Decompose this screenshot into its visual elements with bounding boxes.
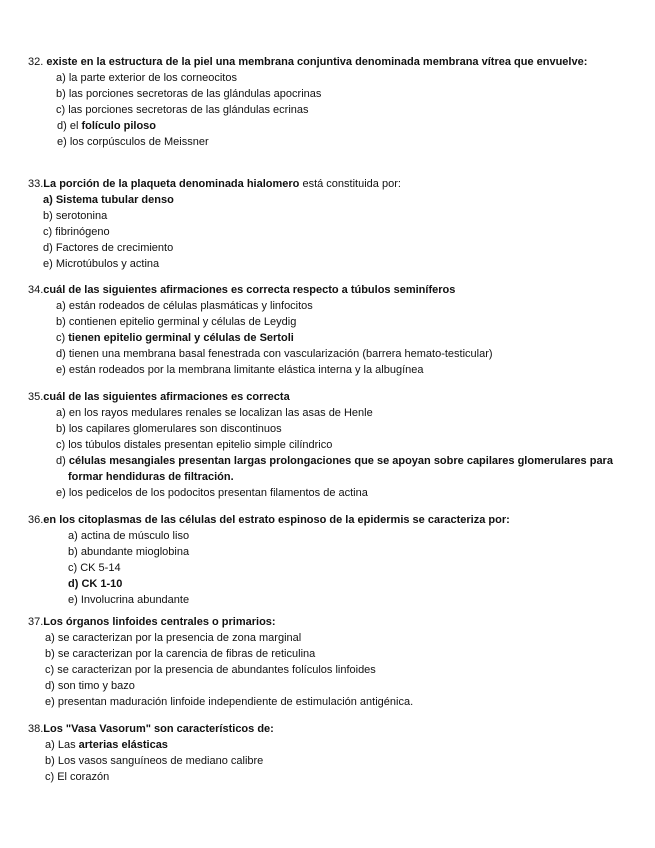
option-a: a) en los rayos medulares renales se localizan las asas de Henle — [56, 407, 373, 419]
option-c: c) tienen epitelio germinal y células de Sertoli — [56, 332, 294, 344]
option-e: e) los corpúsculos de Meissner — [57, 136, 209, 148]
option-a: a) Las arterias elásticas — [45, 739, 168, 751]
option-a: a) están rodeados de células plasmáticas y linfocitos — [56, 300, 313, 312]
option-a: a) se caracterizan por la presencia de zona marginal — [45, 632, 302, 644]
option-c: c) CK 5-14 — [68, 562, 121, 574]
question-stem: 32. existe en la estructura de la piel una membrana conjuntiva denominada membrana vítrea que envuelve: — [28, 56, 588, 68]
option-b: b) serotonina — [43, 210, 108, 222]
question-37 — [28, 614, 625, 710]
option-d: d) células mesangiales presentan largas prolongaciones que se apoyan sobre capilares glomerulares para formar hendiduras de filtración. — [56, 455, 613, 483]
option-e: e) los pedicelos de los podocitos presentan filamentos de actina — [56, 487, 368, 499]
question-stem: 36.en los citoplasmas de las células del estrato espinoso de la epidermis se caracteriza por: — [28, 514, 510, 526]
option-b: b) las porciones secretoras de las glándulas apocrinas — [56, 88, 322, 100]
question-stem: 35.cuál de las siguientes afirmaciones es correcta — [28, 391, 290, 403]
question-stem: 37.Los órganos linfoides centrales o primarios: — [28, 616, 276, 628]
question-stem: 38.Los "Vasa Vasorum" son característicos de: — [28, 723, 274, 735]
option-a: a) Sistema tubular denso — [43, 194, 174, 206]
option-b: b) Los vasos sanguíneos de mediano calibre — [45, 755, 264, 767]
option-a: a) la parte exterior de los corneocitos — [56, 72, 237, 84]
option-b: b) se caracterizan por la carencia de fibras de reticulina — [45, 648, 316, 660]
question-34 — [28, 282, 625, 378]
option-a: a) actina de músculo liso — [68, 530, 190, 542]
question-38 — [28, 721, 625, 785]
option-c: c) las porciones secretoras de las glándulas ecrinas — [56, 104, 309, 116]
option-d: d) son timo y bazo — [45, 680, 135, 692]
option-d: d) Factores de crecimiento — [43, 242, 174, 254]
question-36 — [28, 512, 625, 608]
option-d: d) tienen una membrana basal fenestrada con vascularización (barrera hemato-testicular) — [56, 348, 493, 360]
option-c: c) los túbulos distales presentan epitelio simple cilíndrico — [56, 439, 333, 451]
option-c: c) El corazón — [45, 771, 110, 783]
option-c: c) fibrinógeno — [43, 226, 110, 238]
option-b: b) abundante mioglobina — [68, 546, 190, 558]
option-b: b) los capilares glomerulares son discontinuos — [56, 423, 282, 435]
question-35 — [28, 389, 625, 501]
option-e: e) presentan maduración linfoide independiente de estimulación antigénica. — [45, 696, 414, 708]
option-d: d) el folículo piloso — [57, 120, 157, 132]
option-e: e) están rodeados por la membrana limitante elástica interna y la albugínea — [56, 364, 424, 376]
option-e: e) Microtúbulos y actina — [43, 258, 160, 270]
question-33 — [28, 176, 625, 272]
question-32 — [28, 54, 625, 150]
option-d: d) CK 1-10 — [68, 578, 123, 590]
option-e: e) Involucrina abundante — [68, 594, 190, 606]
question-stem: 33.La porción de la plaqueta denominada hialomero está constituida por: — [28, 178, 401, 190]
question-stem: 34.cuál de las siguientes afirmaciones es correcta respecto a túbulos seminíferos — [28, 284, 456, 296]
option-b: b) contienen epitelio germinal y células de Leydig — [56, 316, 297, 328]
option-c: c) se caracterizan por la presencia de abundantes folículos linfoides — [45, 664, 376, 676]
